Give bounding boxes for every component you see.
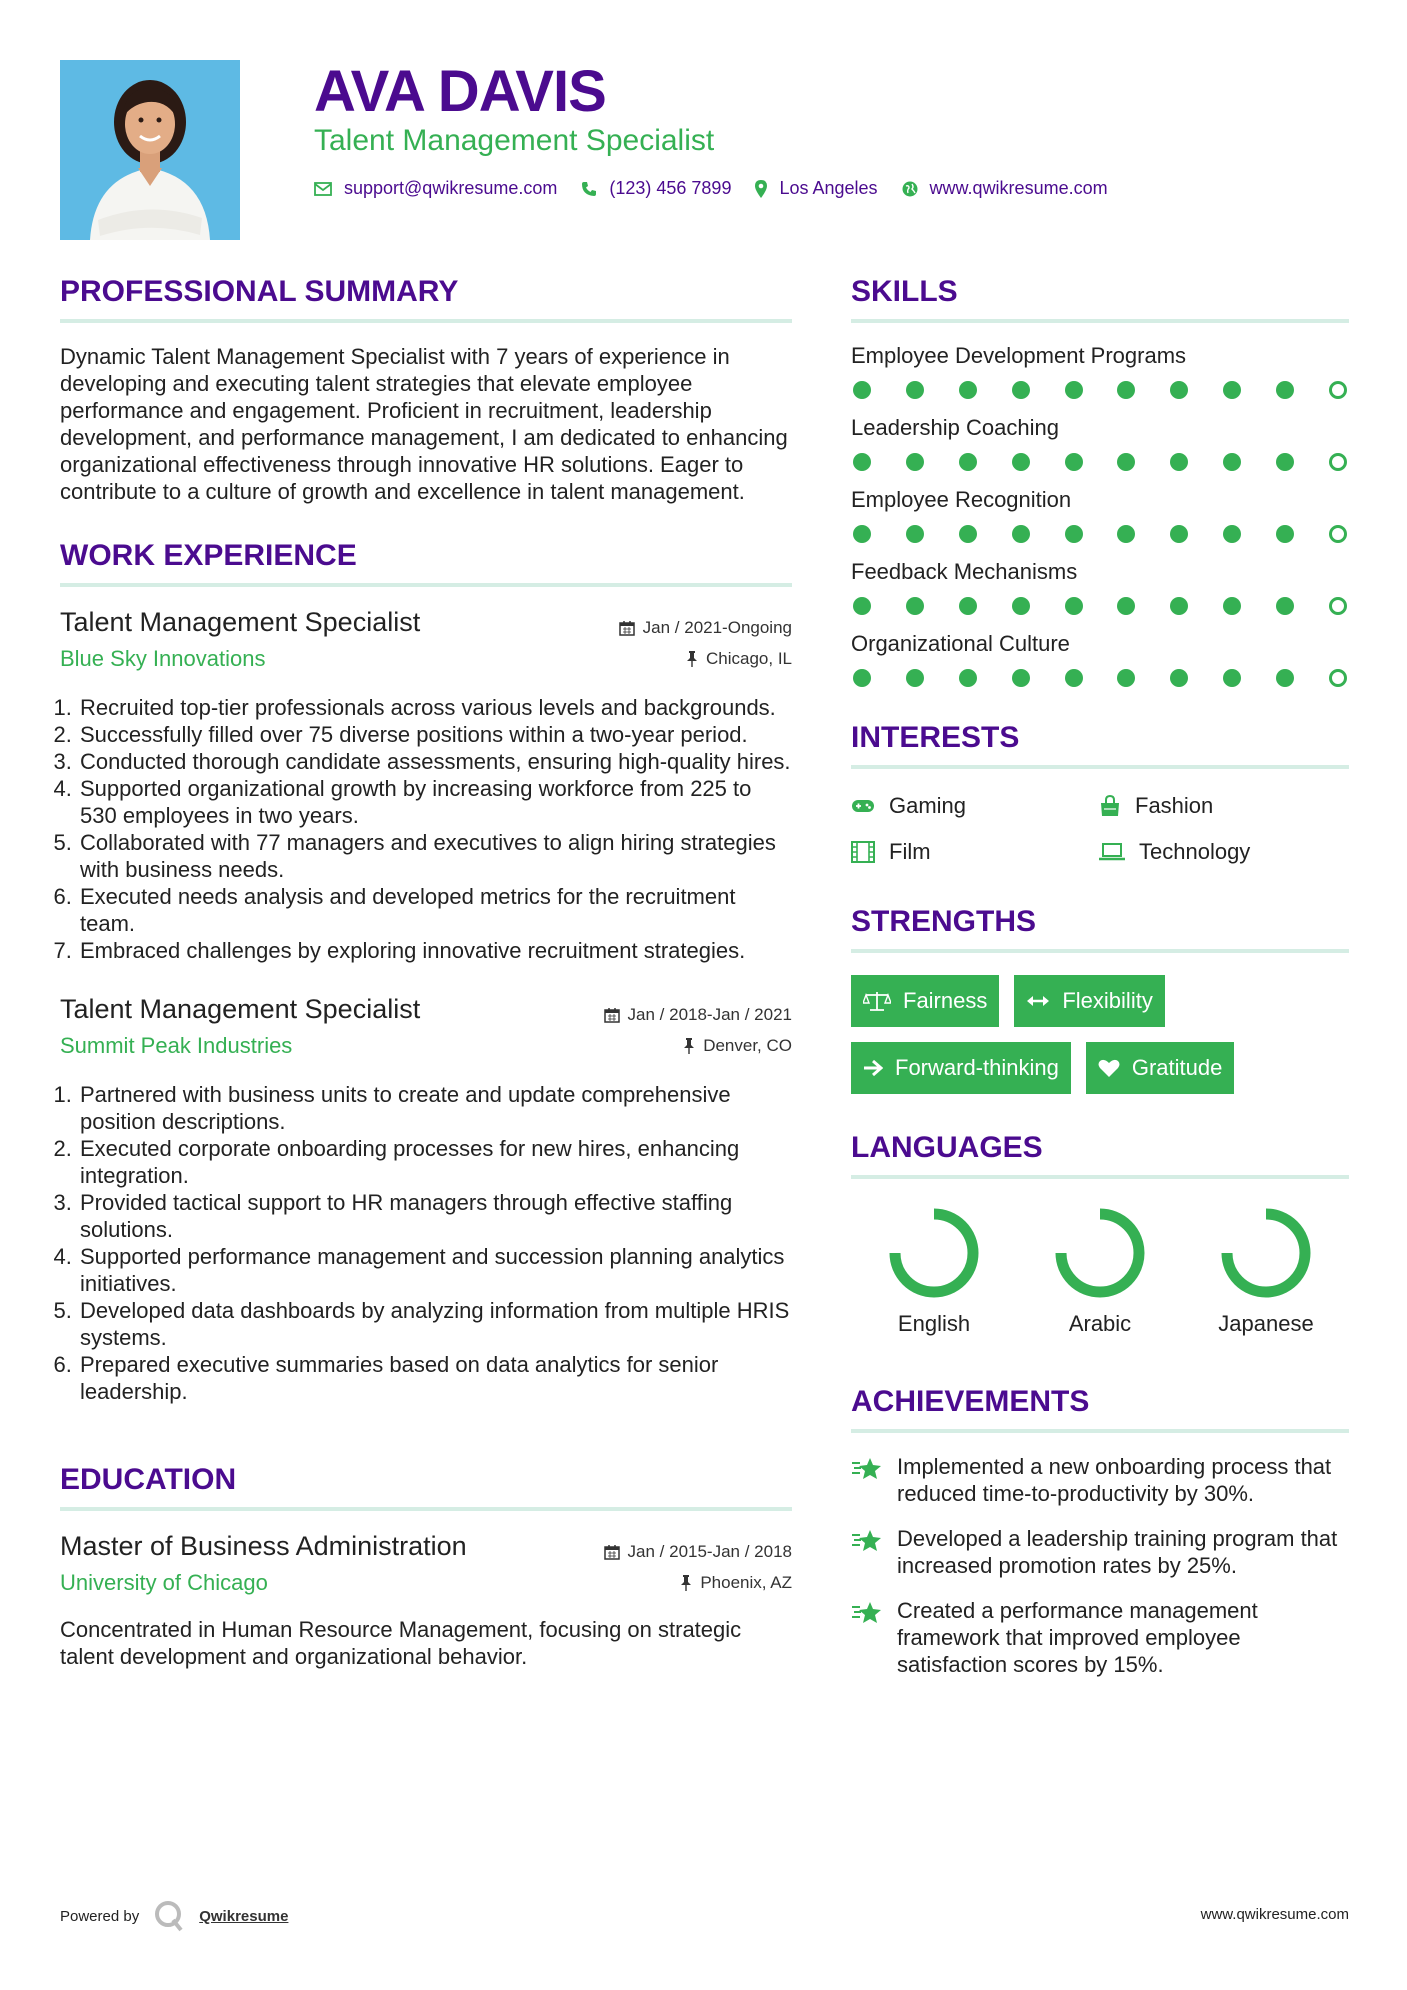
language-gauge <box>1052 1205 1148 1301</box>
job-entry <box>60 994 792 1405</box>
website-text: www.qwikresume.com <box>929 178 1108 198</box>
rating-dot-filled <box>853 381 871 399</box>
strength-badge <box>851 975 999 1027</box>
rating-dot-filled <box>1117 525 1135 543</box>
skill-item <box>851 631 1349 687</box>
list-item: 4. Supported performance management and succession planning analytics initiatives. <box>78 1243 792 1297</box>
list-item: 6. Executed needs analysis and developed metrics for the recruitment team. <box>78 883 792 937</box>
strength-badge <box>1014 975 1164 1027</box>
skill-rating <box>851 597 1349 615</box>
contact-website[interactable] <box>902 178 1108 199</box>
pushpin-icon <box>680 1575 692 1591</box>
rating-dot-filled <box>1170 453 1188 471</box>
phone-text: (123) 456 7899 <box>609 178 732 198</box>
language-name: Japanese <box>1218 1311 1314 1336</box>
rating-dot-filled <box>1276 525 1294 543</box>
job-date-text: Jan / 2021-Ongoing <box>642 618 792 637</box>
rating-dot-filled <box>1117 453 1135 471</box>
job-entry <box>60 607 792 964</box>
heart-icon <box>1098 1058 1120 1078</box>
languages-heading: LANGUAGES <box>851 1131 1349 1179</box>
arrows-horizontal-icon <box>1026 994 1050 1008</box>
job-location-text: Chicago, IL <box>706 649 792 668</box>
language-gauge <box>1218 1205 1314 1301</box>
strength-label: Forward-thinking <box>895 1055 1059 1080</box>
rating-dot-filled <box>1012 525 1030 543</box>
rating-dot-empty <box>1329 453 1347 471</box>
right-column <box>851 275 1349 1696</box>
list-item: 1. Recruited top-tier professionals across various levels and backgrounds. <box>78 694 792 721</box>
rating-dot-filled <box>853 525 871 543</box>
rating-dot-filled <box>906 381 924 399</box>
rating-dot-filled <box>1276 381 1294 399</box>
education-entry <box>60 1531 792 1670</box>
profile-photo <box>60 60 240 240</box>
summary-text: Dynamic Talent Management Specialist with 7 years of experience in developing and executing talent strategies that elevate employee performance and engagement. Proficient in recruitment, leadership development, and performance management, I am dedicated to enhancing organizational effectiveness through innovative HR solutions. Eager to contribute to a culture of growth and excellence in talent management. <box>60 344 788 504</box>
rating-dot-filled <box>1170 381 1188 399</box>
achievement-text: Created a performance management framework that improved employee satisfaction scores by 15%. <box>897 1598 1258 1677</box>
strength-badge <box>851 1042 1071 1094</box>
job-company: Summit Peak Industries <box>60 1033 293 1058</box>
education-location-text: Phoenix, AZ <box>700 1573 792 1592</box>
experience-heading: WORK EXPERIENCE <box>60 539 792 587</box>
rating-dot-filled <box>853 453 871 471</box>
list-item: 6. Prepared executive summaries based on data analytics for senior leadership. <box>78 1351 792 1405</box>
summary-heading: PROFESSIONAL SUMMARY <box>60 275 792 323</box>
education-date-text: Jan / 2015-Jan / 2018 <box>627 1542 792 1561</box>
job-date <box>619 618 792 638</box>
envelope-icon <box>314 182 332 196</box>
rating-dot-filled <box>1170 525 1188 543</box>
languages-list <box>851 1205 1349 1337</box>
pushpin-icon <box>686 651 698 667</box>
achievement-text: Developed a leadership training program that increased promotion rates by 25%. <box>897 1526 1338 1578</box>
language-arc <box>1061 1214 1139 1292</box>
film-icon <box>851 841 875 863</box>
rating-dot-filled <box>1276 669 1294 687</box>
rating-dot-filled <box>1065 381 1083 399</box>
rating-dot-filled <box>1223 597 1241 615</box>
candidate-name: AVA DAVIS <box>314 59 606 124</box>
strength-label: Flexibility <box>1062 988 1153 1013</box>
degree-title: Master of Business Administration <box>60 1531 467 1561</box>
skill-name: Organizational Culture <box>851 631 1070 656</box>
skill-name: Feedback Mechanisms <box>851 559 1078 584</box>
calendar-icon <box>619 620 635 636</box>
job-location <box>686 649 792 669</box>
list-item: 5. Developed data dashboards by analyzing information from multiple HRIS systems. <box>78 1297 792 1351</box>
interest-item <box>851 839 1099 865</box>
shooting-star-icon <box>851 1527 883 1555</box>
education-date <box>604 1542 792 1562</box>
rating-dot-filled <box>1276 453 1294 471</box>
brand-link[interactable]: Qwikresume <box>199 1907 289 1925</box>
language-item <box>1017 1205 1183 1337</box>
job-role: Talent Management Specialist <box>60 607 421 637</box>
strength-badge <box>1086 1042 1235 1094</box>
contact-location <box>755 178 877 199</box>
skills-heading: SKILLS <box>851 275 1349 323</box>
calendar-icon <box>604 1544 620 1560</box>
rating-dot-filled <box>1065 525 1083 543</box>
rating-dot-filled <box>1276 597 1294 615</box>
achievement-text: Implemented a new onboarding process that reduced time-to-productivity by 30%. <box>897 1454 1332 1506</box>
footer-website[interactable]: www.qwikresume.com <box>1200 1906 1349 1923</box>
contact-phone[interactable] <box>581 178 731 199</box>
list-item: 2. Executed corporate onboarding processes for new hires, enhancing integration. <box>78 1135 792 1189</box>
list-item: 7. Embraced challenges by exploring innovative recruitment strategies. <box>78 937 792 964</box>
qwikresume-logo-icon <box>153 1900 187 1932</box>
rating-dot-filled <box>1223 381 1241 399</box>
rating-dot-filled <box>1012 381 1030 399</box>
rating-dot-filled <box>1117 597 1135 615</box>
shooting-star-icon <box>851 1455 883 1483</box>
education-heading: EDUCATION <box>60 1463 792 1511</box>
skill-rating <box>851 381 1349 399</box>
skill-item <box>851 415 1349 471</box>
rating-dot-filled <box>906 597 924 615</box>
rating-dot-filled <box>853 669 871 687</box>
skill-name: Employee Recognition <box>851 487 1072 512</box>
rating-dot-filled <box>1170 597 1188 615</box>
language-name: English <box>897 1311 971 1336</box>
skill-rating <box>851 669 1349 687</box>
strengths-list <box>851 975 1349 1109</box>
rating-dot-filled <box>906 669 924 687</box>
interest-label: Fashion <box>1135 793 1214 818</box>
achievement-item <box>851 1525 1349 1579</box>
calendar-icon <box>604 1007 620 1023</box>
strength-label: Fairness <box>903 988 988 1013</box>
rating-dot-filled <box>959 453 977 471</box>
interest-label: Film <box>889 839 931 864</box>
achievements-list <box>851 1453 1349 1678</box>
pushpin-icon <box>683 1038 695 1054</box>
rating-dot-filled <box>959 597 977 615</box>
list-item: 3. Provided tactical support to HR managers through effective staffing solutions. <box>78 1189 792 1243</box>
job-location-text: Denver, CO <box>703 1036 792 1055</box>
achievements-heading: ACHIEVEMENTS <box>851 1385 1349 1433</box>
achievement-item <box>851 1453 1349 1507</box>
rating-dot-empty <box>1329 381 1347 399</box>
skill-name: Leadership Coaching <box>851 415 1059 440</box>
interest-label: Technology <box>1139 839 1251 864</box>
language-item <box>1183 1205 1349 1337</box>
strengths-heading: STRENGTHS <box>851 905 1349 953</box>
language-item <box>851 1205 1017 1337</box>
globe-icon <box>902 181 918 197</box>
skill-rating <box>851 525 1349 543</box>
rating-dot-filled <box>1065 669 1083 687</box>
list-item: 4. Supported organizational growth by increasing workforce from 225 to 530 employees in two years. <box>78 775 792 829</box>
skill-item <box>851 487 1349 543</box>
education-location <box>680 1573 792 1593</box>
rating-dot-filled <box>1012 453 1030 471</box>
list-item: 1. Partnered with business units to create and update comprehensive position descriptions. <box>78 1081 792 1135</box>
shopping-bag-icon <box>1099 795 1121 817</box>
rating-dot-filled <box>959 525 977 543</box>
rating-dot-filled <box>1012 597 1030 615</box>
rating-dot-filled <box>959 381 977 399</box>
skill-rating <box>851 453 1349 471</box>
rating-dot-filled <box>906 453 924 471</box>
rating-dot-empty <box>1329 669 1347 687</box>
rating-dot-filled <box>1065 597 1083 615</box>
arrow-right-icon <box>863 1059 883 1077</box>
email-text: support@qwikresume.com <box>344 178 558 198</box>
language-arc <box>1227 1214 1305 1292</box>
left-column <box>60 275 792 1700</box>
footer-powered-by <box>60 1900 288 1932</box>
skill-item <box>851 343 1349 399</box>
rating-dot-filled <box>1117 381 1135 399</box>
interest-item <box>1099 793 1347 819</box>
skill-item <box>851 559 1349 615</box>
powered-by-text: Powered by <box>60 1907 140 1925</box>
map-marker-icon <box>755 180 767 198</box>
duty-list <box>60 1081 792 1405</box>
contact-bar <box>314 178 1132 199</box>
strength-label: Gratitude <box>1131 1055 1223 1080</box>
list-item: 3. Conducted thorough candidate assessments, ensuring high-quality hires. <box>78 748 792 775</box>
interests-heading: INTERESTS <box>851 721 1349 769</box>
job-company: Blue Sky Innovations <box>60 646 266 671</box>
job-date-text: Jan / 2018-Jan / 2021 <box>627 1005 792 1024</box>
job-location <box>683 1036 792 1056</box>
education-description: Concentrated in Human Resource Management, focusing on strategic talent development and organizational behavior. <box>60 1617 742 1669</box>
interests-list <box>851 793 1349 865</box>
rating-dot-filled <box>1223 453 1241 471</box>
rating-dot-filled <box>1223 525 1241 543</box>
job-date <box>604 1005 792 1025</box>
language-name: Arabic <box>1068 1311 1132 1336</box>
rating-dot-filled <box>853 597 871 615</box>
balance-scale-icon <box>863 990 891 1012</box>
language-gauge <box>886 1205 982 1301</box>
skill-name: Employee Development Programs <box>851 343 1187 368</box>
gamepad-icon <box>851 798 875 814</box>
job-role: Talent Management Specialist <box>60 994 421 1024</box>
rating-dot-filled <box>1117 669 1135 687</box>
list-item: 2. Successfully filled over 75 diverse positions within a two-year period. <box>78 721 792 748</box>
interest-label: Gaming <box>889 793 967 818</box>
duty-list <box>60 694 792 964</box>
school-name: University of Chicago <box>60 1570 268 1595</box>
rating-dot-filled <box>906 525 924 543</box>
rating-dot-filled <box>1065 453 1083 471</box>
contact-email[interactable] <box>314 178 557 199</box>
rating-dot-filled <box>959 669 977 687</box>
language-arc <box>895 1214 973 1292</box>
rating-dot-empty <box>1329 525 1347 543</box>
rating-dot-filled <box>1012 669 1030 687</box>
shooting-star-icon <box>851 1599 883 1627</box>
phone-icon <box>581 181 597 197</box>
list-item: 5. Collaborated with 77 managers and executives to align hiring strategies with business needs. <box>78 829 792 883</box>
achievement-item <box>851 1597 1349 1678</box>
location-text: Los Angeles <box>779 178 878 198</box>
rating-dot-filled <box>1170 669 1188 687</box>
interest-item <box>851 793 1099 819</box>
rating-dot-filled <box>1223 669 1241 687</box>
candidate-title: Talent Management Specialist <box>314 124 715 157</box>
rating-dot-empty <box>1329 597 1347 615</box>
laptop-icon <box>1099 843 1125 861</box>
skills-list <box>851 343 1349 687</box>
interest-item <box>1099 839 1347 865</box>
